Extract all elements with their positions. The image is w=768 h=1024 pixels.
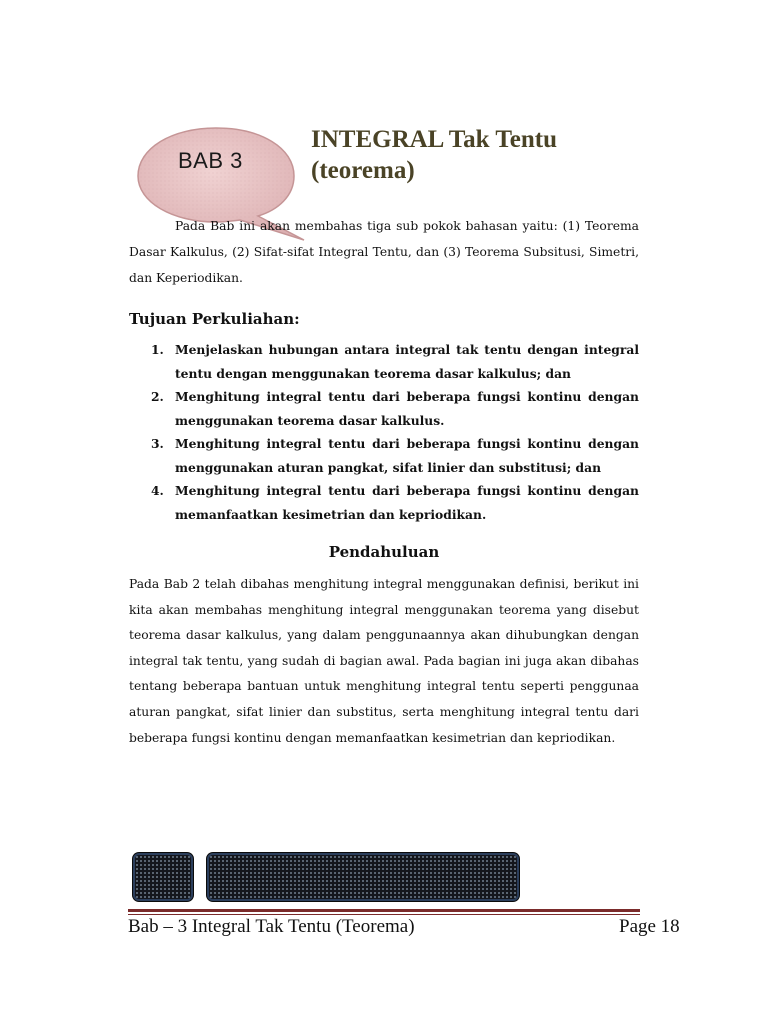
decorative-dark-box-large (207, 853, 519, 901)
objective-item (129, 432, 639, 479)
footer-chapter-label: Bab – 3 Integral Tak Tentu (Teorema) (128, 916, 415, 937)
chapter-label: BAB 3 (178, 148, 243, 173)
section-title-pendahuluan: Pendahuluan (328, 543, 440, 561)
pendahuluan-text: Pada Bab 2 telah dibahas menghitung integral menggunakan definisi, berikut ini kita akan membahas menghitung integral menggunakan teorema yang disebut teorema dasar kalkulus, yang dalam penggunaannya akan dihubungkan dengan integral tak tentu, yang sudah di bagian awal. Pada bagian ini juga akan dibahas tentang beberapa bantuan untuk menghitung integral tentu seperti penggunaa aturan pangkat, sifat linier dan substitus, serta menghitung integral tentu dari beberapa fungsi kontinu dengan memanfaatkan kesimetrian dan kepriodikan. (129, 577, 639, 745)
pendahuluan-paragraph (129, 572, 639, 751)
objective-item (129, 338, 639, 385)
objectives-list (129, 338, 639, 526)
objective-text: Menghitung integral tentu dari beberapa fungsi kontinu dengan menggunakan aturan pangkat, sifat linier dan substitusi; dan (175, 436, 639, 475)
objective-item (129, 385, 639, 432)
objective-text: Menjelaskan hubungan antara integral tak tentu dengan integral tentu dengan menggunakan teorema dasar kalkulus; dan (175, 342, 639, 381)
objectives-heading: Tujuan Perkuliahan: (129, 310, 300, 328)
objective-number: 2. (151, 389, 164, 404)
objective-text: Menghitung integral tentu dari beberapa fungsi kontinu dengan memanfaatkan kesimetrian dan kepriodikan. (175, 483, 639, 522)
intro-paragraph (129, 213, 639, 291)
objective-number: 3. (151, 436, 164, 451)
objective-text: Menghitung integral tentu dari beberapa fungsi kontinu dengan menggunakan teorema dasar kalkulus. (175, 389, 639, 428)
intro-text: Pada Bab ini akan membahas tiga sub pokok bahasan yaitu: (1) Teorema Dasar Kalkulus, (2) Sifat-sifat Integral Tentu, dan (3) Teorema Subsitusi, Simetri, dan Keperiodikan. (129, 219, 639, 285)
footer-rule-thick (128, 909, 640, 912)
chapter-title-line2: (teorema) (311, 157, 415, 184)
footer-rule-thin (128, 914, 640, 915)
chapter-title-line1: INTEGRAL Tak Tentu (311, 126, 557, 153)
footer-page-number: Page 18 (619, 916, 680, 937)
objective-item (129, 479, 639, 526)
objective-number: 4. (151, 483, 164, 498)
decorative-dark-box-small (133, 853, 193, 901)
objective-number: 1. (151, 342, 164, 357)
chapter-title (311, 124, 641, 186)
